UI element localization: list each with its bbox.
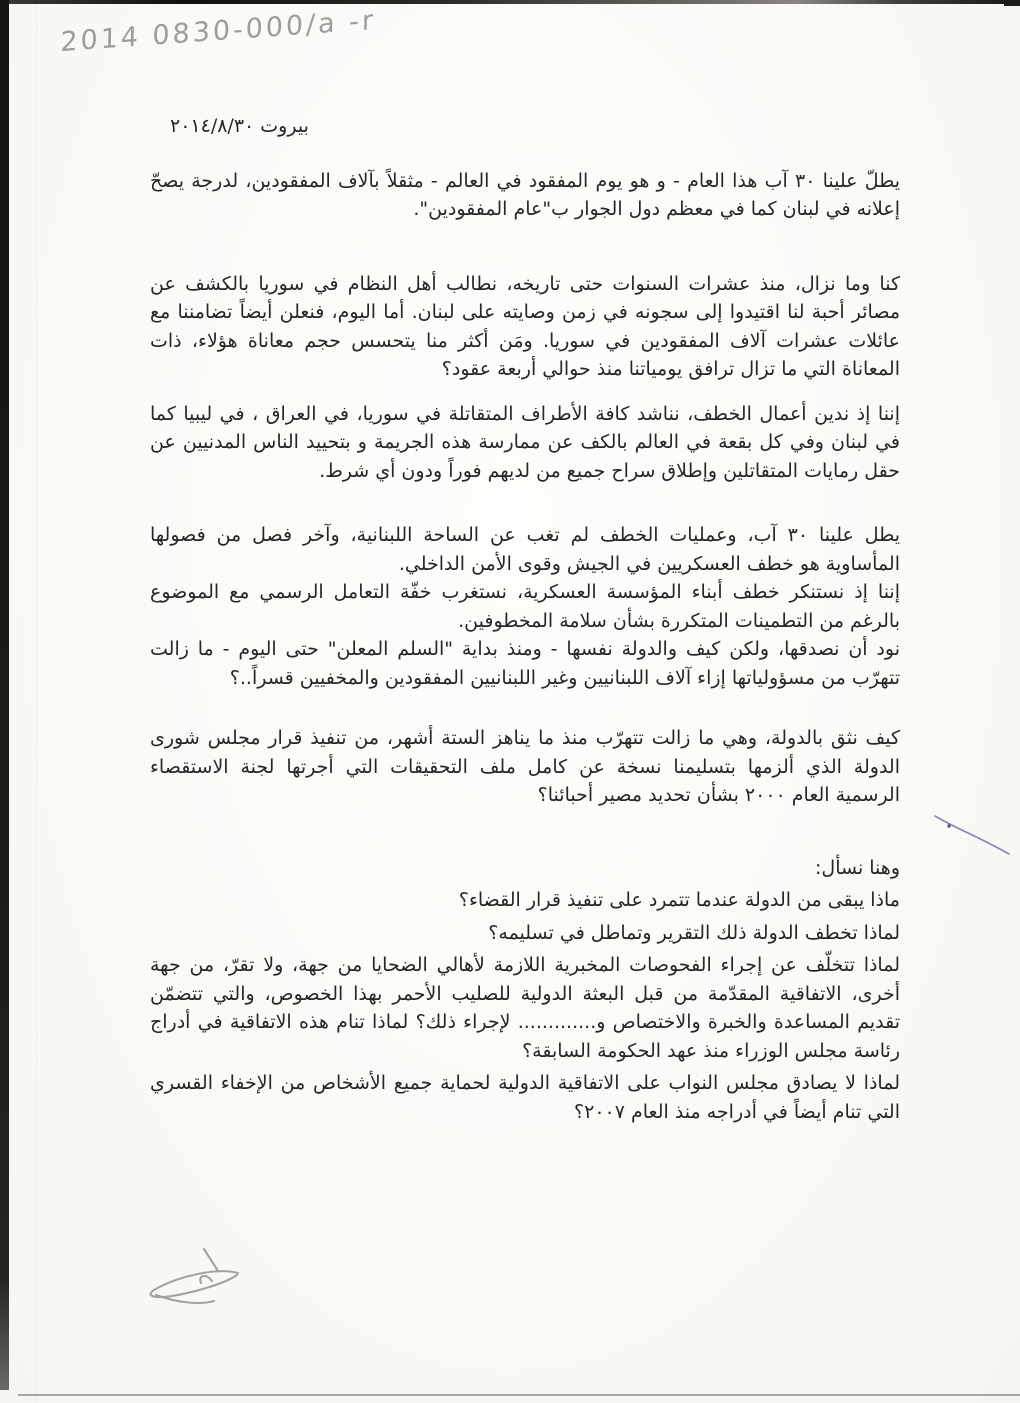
pencil-scribble-mark [138,1243,268,1313]
paragraph-5: إننا إذ نستنكر خطف أبناء المؤسسة العسكرية، نستغرب خفّة التعامل الرسمي مع الموضوع بالرغم من التطمينات المتكررة بشأن سلامة المخطوفين. [150,581,900,632]
letter-body [150,112,900,1126]
dateline: بيروت ٢٠١٤/٨/٣٠ [170,115,309,137]
questions-heading: وهنا نسأل: [815,856,900,879]
paragraph-1: يطلّ علينا ٣٠ آب هذا العام - و هو يوم المفقود في العالم - مثقلاً بآلاف المفقودين، لدرجة يصحّ إعلانه في لبنان كما في معظم دول الجوار ب"عام المفقودين". [150,169,900,220]
scan-edge-left [0,0,9,1390]
scan-edge-top-right [1004,0,1020,6]
paragraph-6: نود أن نصدقها، ولكن كيف والدولة نفسها - ومنذ بداية "السلم المعلن" حتى اليوم - ما زالت تتهرّب من مسؤولياتها إزاء آلاف اللبنانيين وغير اللبنانيين المفقودين والمخفيين قسراً..؟ [150,638,900,689]
paragraph-3: إننا إذ ندين أعمال الخطف، نناشد كافة الأطراف المتقاتلة في سوريا، في العراق ، في ليبيا كما في لبنان وفي كل بقعة في العالم بالكف عن ممارسة هذه الجريمة و بتحييد الناس المدنيين عن حقل رمايات المتقاتلين وإطلاق سراح جميع من لديهم فوراً ودون أي شرط. [150,402,900,482]
scan-edge-bottom [18,1394,1020,1396]
question-1: ماذا يبقى من الدولة عندما تتمرد على تنفيذ قرار القضاء؟ [458,889,900,911]
question-4: لماذا لا يصادق مجلس النواب على الاتفاقية الدولية لحماية جميع الأشخاص من الإخفاء القسري التي تنام أيضاً في أدراجه منذ العام ٢٠٠٧؟ [150,1072,900,1123]
scan-seam-line [36,0,37,1403]
blue-ink-stroke [925,806,1015,861]
paragraph-4: يطل علينا ٣٠ آب، وعمليات الخطف لم تغب عن الساحة اللبنانية، وآخر فصل من فصولها المأساوية هو خطف العسكريين في الجيش وقوى الأمن الداخلي. [150,524,900,575]
handwritten-reference-number: 2014 0830-000/a -r [60,4,377,59]
paragraph-7: كيف نثق بالدولة، وهي ما زالت تتهرّب منذ ما يناهز الستة أشهر، من تنفيذ قرار مجلس شورى الدولة الذي ألزمها بتسليمنا نسخة عن كامل ملف التحقيقات التي أجرتها لجنة الاستقصاء الرسمية العام ٢٠٠٠ بشأن تحديد مصير أحبائنا؟ [150,727,900,806]
scan-edge-top [0,0,1020,4]
question-2: لماذا تخطف الدولة ذلك التقرير وتماطل في تسليمه؟ [488,921,900,944]
paragraph-2: كنا وما نزال، منذ عشرات السنوات حتى تاريخه، نطالب أهل النظام في سوريا بالكشف عن مصائر أحبة لنا اقتيدوا إلى سجونه في زمن وصايته على لبنان. أما اليوم، فنعلن أيضاً تضامننا مع عائلات عشرات آلاف المفقودين في سوريا. ومَن أكثر منا يتحسس حجم معاناة هؤلاء، ذات المعاناة التي ما تزال ترافق يومياتنا منذ حوالي أربعة عقود؟ [150,272,900,380]
question-3: لماذا تتخلّف عن إجراء الفحوصات المخبرية اللازمة لأهالي الضحايا من جهة، ولا تقرّ، من جهة أخرى، الاتفاقية المقدّمة من قبل البعثة الدولية للصليب الأحمر بهذا الخصوص، والتي تتضمّن تقديم المساعدة والخبرة والاختصاص و............. لإجراء ذلك؟ لماذا تنام هذه الاتفاقية في أدراج رئاسة مجلس الوزراء منذ عهد الحكومة السابقة؟ [150,954,900,1062]
